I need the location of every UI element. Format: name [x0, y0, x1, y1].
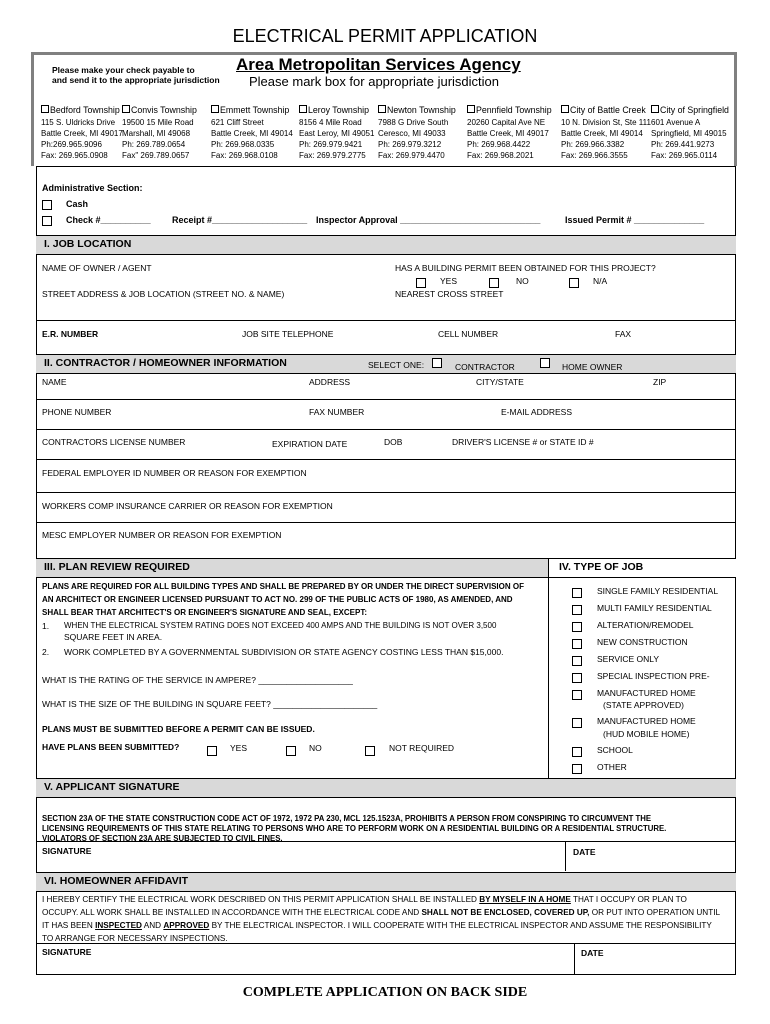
jurisdiction-ph: Ph:269.965.9096 [41, 140, 102, 149]
homeowner-label: HOME OWNER [562, 362, 623, 372]
workers-comp-label: WORKERS COMP INSURANCE CARRIER OR REASON FOR EXEMPTION [42, 501, 333, 511]
section-heading: IV. TYPE OF JOB [559, 561, 644, 573]
section-23a-line1: SECTION 23A OF THE STATE CONSTRUCTION CODE ACT OF 1972, 1972 PA 230, MCL 125.1523A, PROHIBITS A PERSON FROM CONSPIRING TO CIRCUMVENT THE [42, 814, 652, 823]
jurisdiction-name: Bedford Township [50, 105, 120, 115]
street-address-label: STREET ADDRESS & JOB LOCATION (STREET NO. & NAME) [42, 289, 285, 299]
building-permit-question: HAS A BUILDING PERMIT BEEN OBTAINED FOR THIS PROJECT? [395, 263, 656, 273]
inspector-approval: Inspector Approval ____________________________ [316, 215, 541, 225]
jurisdiction-checkbox[interactable] [211, 105, 219, 113]
jurisdiction-option[interactable] [561, 105, 646, 115]
exception-1-number: 1. [42, 621, 50, 631]
jurisdiction-ph: Ph: 269.966.3382 [561, 140, 625, 149]
jurisdiction-city: Battle Creek, MI 49017 [467, 129, 549, 138]
exception-2-number: 2. [42, 647, 50, 657]
drivers-license-label: DRIVER'S LICENSE # or STATE ID # [452, 437, 594, 447]
plans-no-checkbox[interactable] [286, 746, 296, 756]
admin-heading: Administrative Section: [42, 183, 143, 193]
mesc-label: MESC EMPLOYER NUMBER OR REASON FOR EXEMPTION [42, 530, 282, 540]
section-heading: II. CONTRACTOR / HOMEOWNER INFORMATION [44, 357, 287, 369]
job-type-label: MANUFACTURED HOME [597, 716, 696, 726]
state-approved-label: (STATE APPROVED) [603, 700, 684, 710]
jurisdiction-option[interactable] [211, 105, 289, 115]
job-type-label: MULTI FAMILY RESIDENTIAL [597, 603, 712, 613]
jurisdiction-name: Emmett Township [220, 105, 290, 115]
jurisdiction-addr: 115 S. Uldricks Drive [41, 118, 116, 127]
job-type-checkbox[interactable] [572, 656, 582, 666]
jurisdiction-city: Battle Creek, MI 49014 [561, 129, 643, 138]
exception-1-line2: SQUARE FEET IN AREA. [64, 632, 163, 642]
city-state-label: CITY/STATE [476, 377, 524, 387]
service-rating-question: WHAT IS THE RATING OF THE SERVICE IN AMPERE? ____________________ [42, 675, 353, 685]
job-type-checkbox[interactable] [572, 747, 582, 757]
jurisdiction-addr: 8156 4 Mile Road [299, 118, 362, 127]
plans-yes-checkbox[interactable] [207, 746, 217, 756]
receipt-number: Receipt #___________________ [172, 215, 308, 225]
jurisdiction-city: Battle Creek, MI 49017 [41, 129, 123, 138]
email-label: E-MAIL ADDRESS [501, 407, 573, 417]
zip-label: ZIP [653, 377, 667, 387]
exception-1-line1: WHEN THE ELECTRICAL SYSTEM RATING DOES NOT EXCEED 400 AMPS AND THE BUILDING IS NOT OVER 3,500 [64, 621, 497, 630]
job-type-label: OTHER [597, 762, 627, 772]
jurisdiction-city: Springfield, MI 49015 [651, 129, 727, 138]
expiration-date-label: EXPIRATION DATE [272, 439, 348, 449]
jurisdiction-option[interactable] [651, 105, 729, 115]
jurisdiction-checkbox[interactable] [122, 105, 130, 113]
fax-number-label: FAX NUMBER [309, 407, 365, 417]
applicant-signature-label: SIGNATURE [42, 846, 92, 856]
name-label: NAME [42, 377, 67, 387]
job-type-checkbox[interactable] [572, 718, 582, 728]
permit-na-label: N/A [593, 276, 608, 286]
pay-note-line1: Please make your check payable to [52, 65, 195, 75]
jurisdiction-addr: 7988 G Drive South [378, 118, 449, 127]
jurisdiction-name: Convis Township [131, 105, 197, 115]
section-type-of-job [548, 559, 736, 577]
cash-label: Cash [66, 199, 89, 209]
jurisdiction-name: Newton Township [387, 105, 456, 115]
agency-subtitle: Please mark box for appropriate jurisdiction [249, 74, 500, 89]
hud-label: (HUD MOBILE HOME) [603, 729, 690, 739]
jurisdiction-name: Pennfield Township [476, 105, 552, 115]
jurisdiction-ph: Ph: 269.789.0654 [122, 140, 186, 149]
jurisdiction-ph: Ph: 269.979.3212 [378, 140, 442, 149]
jurisdiction-addr: 20260 Capital Ave NE [467, 118, 546, 127]
section-heading: I. JOB LOCATION [44, 238, 132, 250]
footer-note: COMPLETE APPLICATION ON BACK SIDE [242, 985, 528, 1000]
page-title: ELECTRICAL PERMIT APPLICATION [232, 26, 538, 46]
jurisdiction-checkbox[interactable] [299, 105, 307, 113]
building-size-question: WHAT IS THE SIZE OF THE BUILDING IN SQUARE FEET? ______________________ [42, 699, 378, 709]
jurisdiction-name: City of Battle Creek [570, 105, 646, 115]
plans-text-line2: AN ARCHITECT OR ENGINEER LICENSED PURSUANT TO ACT NO. 299 OF THE PUBLIC ACTS OF 1980, AS AMENDED, AND [42, 595, 513, 604]
exception-2-text: WORK COMPLETED BY A GOVERNMENTAL SUBDIVISION OR STATE AGENCY COSTING LESS THAN $15,000. [64, 647, 504, 657]
section-homeowner-affidavit [36, 872, 736, 892]
job-type-checkbox[interactable] [572, 588, 582, 598]
section-job-location [36, 235, 736, 255]
job-type-checkbox[interactable] [572, 639, 582, 649]
job-type-label: SINGLE FAMILY RESIDENTIAL [597, 586, 719, 596]
jurisdiction-fax: Fax: 269.965.0114 [651, 151, 718, 160]
jurisdiction-fax: Fax" 269.789.0657 [122, 151, 190, 160]
dob-label: DOB [384, 437, 403, 447]
fax-label: FAX [615, 329, 632, 339]
job-type-label: ALTERATION/REMODEL [597, 620, 694, 630]
er-number-label: E.R. NUMBER [42, 329, 99, 339]
job-site-telephone-label: JOB SITE TELEPHONE [242, 329, 334, 339]
job-type-checkbox[interactable] [572, 690, 582, 700]
form-bottom-border [36, 974, 736, 975]
jurisdiction-option[interactable] [378, 105, 456, 115]
jurisdiction-addr: 621 Cliff Street [211, 118, 264, 127]
plans-submitted-question: HAVE PLANS BEEN SUBMITTED? [42, 742, 180, 752]
check-checkbox[interactable] [42, 216, 52, 226]
fein-label: FEDERAL EMPLOYER ID NUMBER OR REASON FOR EXEMPTION [42, 468, 307, 478]
jurisdiction-city: Battle Creek, MI 49014 [211, 129, 293, 138]
plans-yes-label: YES [230, 743, 248, 753]
affidavit-line1: I HEREBY CERTIFY THE ELECTRICAL WORK DESCRIBED ON THIS PERMIT APPLICATION SHALL BE INSTALLED BY MYSELF IN A HOME THAT I OCCUPY OR PLAN TO [42, 895, 687, 904]
jurisdiction-ph: Ph: 269.968.4422 [467, 140, 531, 149]
issued-permit: Issued Permit # ______________ [565, 215, 705, 225]
jurisdiction-name: Leroy Township [308, 105, 369, 115]
section-heading: VI. HOMEOWNER AFFIDAVIT [44, 875, 189, 887]
contractor-checkbox[interactable] [432, 358, 442, 368]
jurisdiction-fax: Fax: 269.966.3555 [561, 151, 628, 160]
jurisdiction-fax: Fax: 269.968.0108 [211, 151, 278, 160]
permit-yes-checkbox[interactable] [416, 278, 426, 288]
jurisdiction-addr: 601 Avenue A [651, 118, 701, 127]
address-label: ADDRESS [309, 377, 351, 387]
jurisdiction-checkbox[interactable] [651, 105, 659, 113]
jurisdiction-fax: Fax: 269.968.2021 [467, 151, 534, 160]
plans-text-line1: PLANS ARE REQUIRED FOR ALL BUILDING TYPES AND SHALL BE PREPARED BY OR UNDER THE DIRECT SUPERVISION OF [42, 582, 524, 591]
jurisdiction-ph: Ph: 269.441.9273 [651, 140, 715, 149]
job-type-checkbox[interactable] [572, 673, 582, 683]
jurisdiction-fax: Fax: 269.965.0908 [41, 151, 108, 160]
section-heading: V. APPLICANT SIGNATURE [44, 781, 180, 793]
jurisdiction-option[interactable] [122, 105, 197, 115]
permit-no-checkbox[interactable] [489, 278, 499, 288]
plans-no-label: NO [309, 743, 322, 753]
cross-street-label: NEAREST CROSS STREET [395, 289, 504, 299]
affidavit-line3: IT HAS BEEN INSPECTED AND APPROVED BY THE ELECTRICAL INSPECTOR. I WILL COOPERATE WITH THE ELECTRICAL INSPECTOR AND ASSUME THE RESPONSIBILITY [42, 921, 712, 930]
homeowner-signature-label: SIGNATURE [42, 947, 92, 957]
owner-agent-label: NAME OF OWNER / AGENT [42, 263, 152, 273]
jurisdiction-fax: Fax: 269.979.4470 [378, 151, 445, 160]
jurisdiction-city: Marshall, MI 49068 [122, 129, 191, 138]
jurisdiction-checkbox[interactable] [41, 105, 49, 113]
permit-na-checkbox[interactable] [569, 278, 579, 288]
job-type-label: SPECIAL INSPECTION PRE- [597, 671, 710, 681]
contractor-license-label: CONTRACTORS LICENSE NUMBER [42, 437, 186, 447]
job-type-checkbox[interactable] [572, 764, 582, 774]
job-type-checkbox[interactable] [572, 605, 582, 615]
affidavit-line2: OCCUPY. ALL WORK SHALL BE INSTALLED IN ACCORDANCE WITH THE ELECTRICAL CODE AND SHALL NOT BE ENCLOSED, COVERED UP, OR PUT INTO OPERATION UNTIL [42, 908, 721, 917]
applicant-date-label: DATE [573, 847, 596, 857]
phone-number-label: PHONE NUMBER [42, 407, 112, 417]
permit-yes-label: YES [440, 276, 458, 286]
section-23a-line3: VIOLATORS OF SECTION 23A ARE SUBJECTED TO CIVIL FINES. [42, 834, 283, 843]
cash-checkbox[interactable] [42, 200, 52, 210]
plans-text-line3: SHALL BEAR THAT ARCHITECT'S OR ENGINEER'S SIGNATURE AND SEAL, EXCEPT: [42, 608, 368, 617]
jurisdiction-ph: Ph: 269.968.0335 [211, 140, 275, 149]
jurisdiction-checkbox[interactable] [378, 105, 386, 113]
section-heading: III. PLAN REVIEW REQUIRED [44, 561, 190, 573]
job-type-checkbox[interactable] [572, 622, 582, 632]
check-number: Check #__________ [66, 215, 151, 225]
section-applicant-signature [36, 778, 736, 798]
jurisdiction-city: East Leroy, MI 49051 [299, 129, 375, 138]
contractor-label: CONTRACTOR [455, 362, 515, 372]
job-type-label: SERVICE ONLY [597, 654, 660, 664]
job-type-label: SCHOOL [597, 745, 633, 755]
section-23a-line2: LICENSING REQUIREMENTS OF THIS STATE RELATING TO PERSONS WHO ARE TO PERFORM WORK ON A RESIDENTIAL BUILDING OR A RESIDENTIAL STRUCTURE. [42, 824, 667, 833]
jurisdiction-fax: Fax: 269.979.2775 [299, 151, 366, 160]
job-type-label: MANUFACTURED HOME [597, 688, 696, 698]
pay-note-line2: and send it to the appropriate jurisdiction [52, 75, 220, 85]
jurisdiction-option[interactable] [299, 105, 369, 115]
jurisdiction-checkbox[interactable] [561, 105, 569, 113]
form-top-border [36, 166, 736, 167]
jurisdiction-option[interactable] [41, 105, 120, 115]
plans-not-required-checkbox[interactable] [365, 746, 375, 756]
jurisdiction-addr: 19500 15 Mile Road [122, 118, 194, 127]
job-type-label: NEW CONSTRUCTION [597, 637, 688, 647]
jurisdiction-city: Ceresco, MI 49033 [378, 129, 446, 138]
select-one-label: SELECT ONE: [368, 360, 425, 370]
cell-number-label: CELL NUMBER [438, 329, 499, 339]
jurisdiction-option[interactable] [467, 105, 552, 115]
jurisdiction-checkbox[interactable] [467, 105, 475, 113]
affidavit-line4: TO ARRANGE FOR NECESSARY INSPECTIONS. [42, 934, 228, 943]
plans-must-text: PLANS MUST BE SUBMITTED BEFORE A PERMIT CAN BE ISSUED. [42, 724, 315, 734]
plans-not-required-label: NOT REQUIRED [389, 743, 455, 753]
jurisdiction-name: City of Springfield [660, 105, 729, 115]
jurisdiction-addr: 10 N. Division St, Ste 111 [561, 118, 651, 127]
permit-no-label: NO [516, 276, 529, 286]
jurisdiction-ph: Ph: 269.979.9421 [299, 140, 363, 149]
homeowner-checkbox[interactable] [540, 358, 550, 368]
agency-name: Area Metropolitan Services Agency [236, 55, 521, 74]
homeowner-date-label: DATE [581, 948, 604, 958]
